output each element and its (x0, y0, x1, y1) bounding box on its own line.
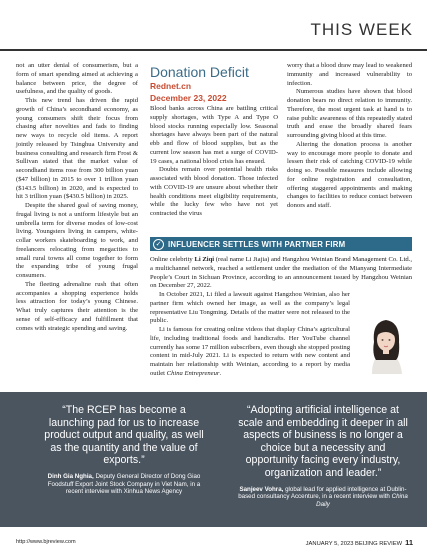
outlet-name: China Entrepreneur (166, 369, 220, 377)
article-source: Rednet.cn (150, 81, 192, 91)
left-column (16, 62, 138, 374)
quote-text: “The RCEP has become a launching pad for us to increase product output and quality, as well as the quantity and the value of exports.” (44, 404, 204, 467)
article-title: Donation Deficit (150, 64, 249, 80)
quote-text: “Adopting artificial intelligence at scale and embedding it deeper in all aspects of business is no longer a choice but a necessity and opportunity facing every industry, organization and leader.” (238, 404, 408, 479)
website-link[interactable]: http://www.bjreview.com (16, 539, 76, 545)
page-footer (0, 527, 427, 560)
section-title: THIS WEEK (310, 20, 413, 39)
paragraph: Blood banks across China are battling critical supply shortages, with Type A and Type O blood stocks running especially low. Seasonal shortages have always been part of the natural ebb and flow of blood supplies, but as the current low season has met a surge of COVID-19 cases, a national blood crisis has ensued. (150, 105, 278, 165)
paragraph: In October 2021, Li filed a lawsuit against Hangzhou Weinian, also her partner firm which owned her image, as well as the company’s legal representative Liu Tongming. Details of the matter were not released to the public. (150, 291, 350, 325)
paragraph: Li is famous for creating online videos that display China’s agricultural life, including traditional foods and handicrafts. Her YouTube channel currently has some 17 million subscribers, even though she stopped posting content in mid-July 2021. Li is expected to return with new content and maintain her relationship with Weinian, according to a report by media outlet China Entrepreneur. (150, 326, 350, 377)
influencer-banner (150, 237, 412, 251)
person-name: Li Ziqi (194, 256, 215, 263)
right-column (287, 62, 412, 232)
paragraph: This new trend has driven the rapid growth of China’s secondhand economy, as young consumers shift their focus from chasing after novelties and fads to finding new ways to recycle old items. A report jointly released by Tsinghua University and business consulting and research firm Frost & Sullivan stated that the market value of secondhand items rose from 300 billion yuan ($47 billion) in 2015 to over 1 trillion yuan ($143.5 billion) in 2020, and is expected to hit 3 trillion yuan ($430.5 billion) in 2025. (16, 97, 138, 201)
paragraph: The fleeting adrenaline rush that often accompanies a shopping experience holds less attraction for today’s young Chinese. What truly captures their attention is the sense of self-efficacy and fulfillment that comes with strategic spending and saving. (16, 280, 138, 332)
quote-attribution: Sanjeev Vohra, global lead for applied intelligence at Dublin-based consultancy Accenture, in a recent interview with China Daily (238, 485, 408, 508)
paragraph: not an utter denial of consumerism, but a form of smart spending aimed at achieving a balance between price, the degree of usefulness, and the quality of goods. (16, 62, 138, 96)
page-header (0, 0, 427, 60)
quote-panel (0, 392, 427, 527)
li-ziqi-portrait (358, 312, 414, 374)
quote-block (238, 404, 408, 508)
paragraph: Despite the shared goal of saving money, frugal living is not a uniform lifestyle but an umbrella term for diverse modes of low-cost living. Youngsters living in campers, white-collar workers skateboarding to work, and freelancers relocating from megacities to small rural towns all come together to form the expanding tribe of young frugal consumers. (16, 202, 138, 279)
quote-attribution: Dinh Gia Nghia, Deputy General Director of Dong Giao Foodstuff Export Joint Stock Company in Viet Nam, in a recent interview with Xinhua News Agency (47, 472, 201, 496)
page-number: 11 (405, 538, 413, 547)
article-date: December 23, 2022 (150, 93, 227, 103)
check-icon: ✓ (153, 239, 164, 250)
issue-info: JANUARY 5, 2023 BEIJING REVIEW 11 (305, 538, 413, 547)
donation-deficit-article (150, 64, 278, 236)
paragraph: Online celebrity Li Ziqi (real name Li Jiajia) and Hangzhou Weinian Brand Management Co. Ltd., a multichannel network, reached a settlement under the mediation of the Mianyang Intermediate People’s Court in Sichuan Province, according to an announcement issued by Hangzhou Weinian on December 27, 2022. (150, 256, 412, 290)
banner-title: INFLUENCER SETTLES WITH PARTNER FIRM (168, 239, 346, 249)
paragraph: worry that a blood draw may lead to weakened immunity and increased vulnerability to infection. (287, 62, 412, 87)
header-rule (0, 49, 427, 51)
paragraph: Numerous studies have shown that blood donation bears no direct relation to immunity. Therefore, the most urgent task at hand is to raise public awareness of this repeatedly stated truth and erase the broadly shared fears surrounding giving blood at this time. (287, 88, 412, 139)
paragraph: Altering the donation process is another way to encourage more people to donate and lessen their risk of catching COVID-19 while doing so. Possible measures include allowing for online registration and consultation, offering staggered appointments and making changes to facilities to reduce contact between donors and staff. (287, 140, 412, 209)
paragraph: Doubts remain over potential health risks associated with blood donation. Those infected with COVID-19 are unsure about whether their health conditions meet eligibility requirements, while the lucky few who have not yet contracted the virus (150, 166, 278, 217)
quote-block (44, 404, 204, 496)
